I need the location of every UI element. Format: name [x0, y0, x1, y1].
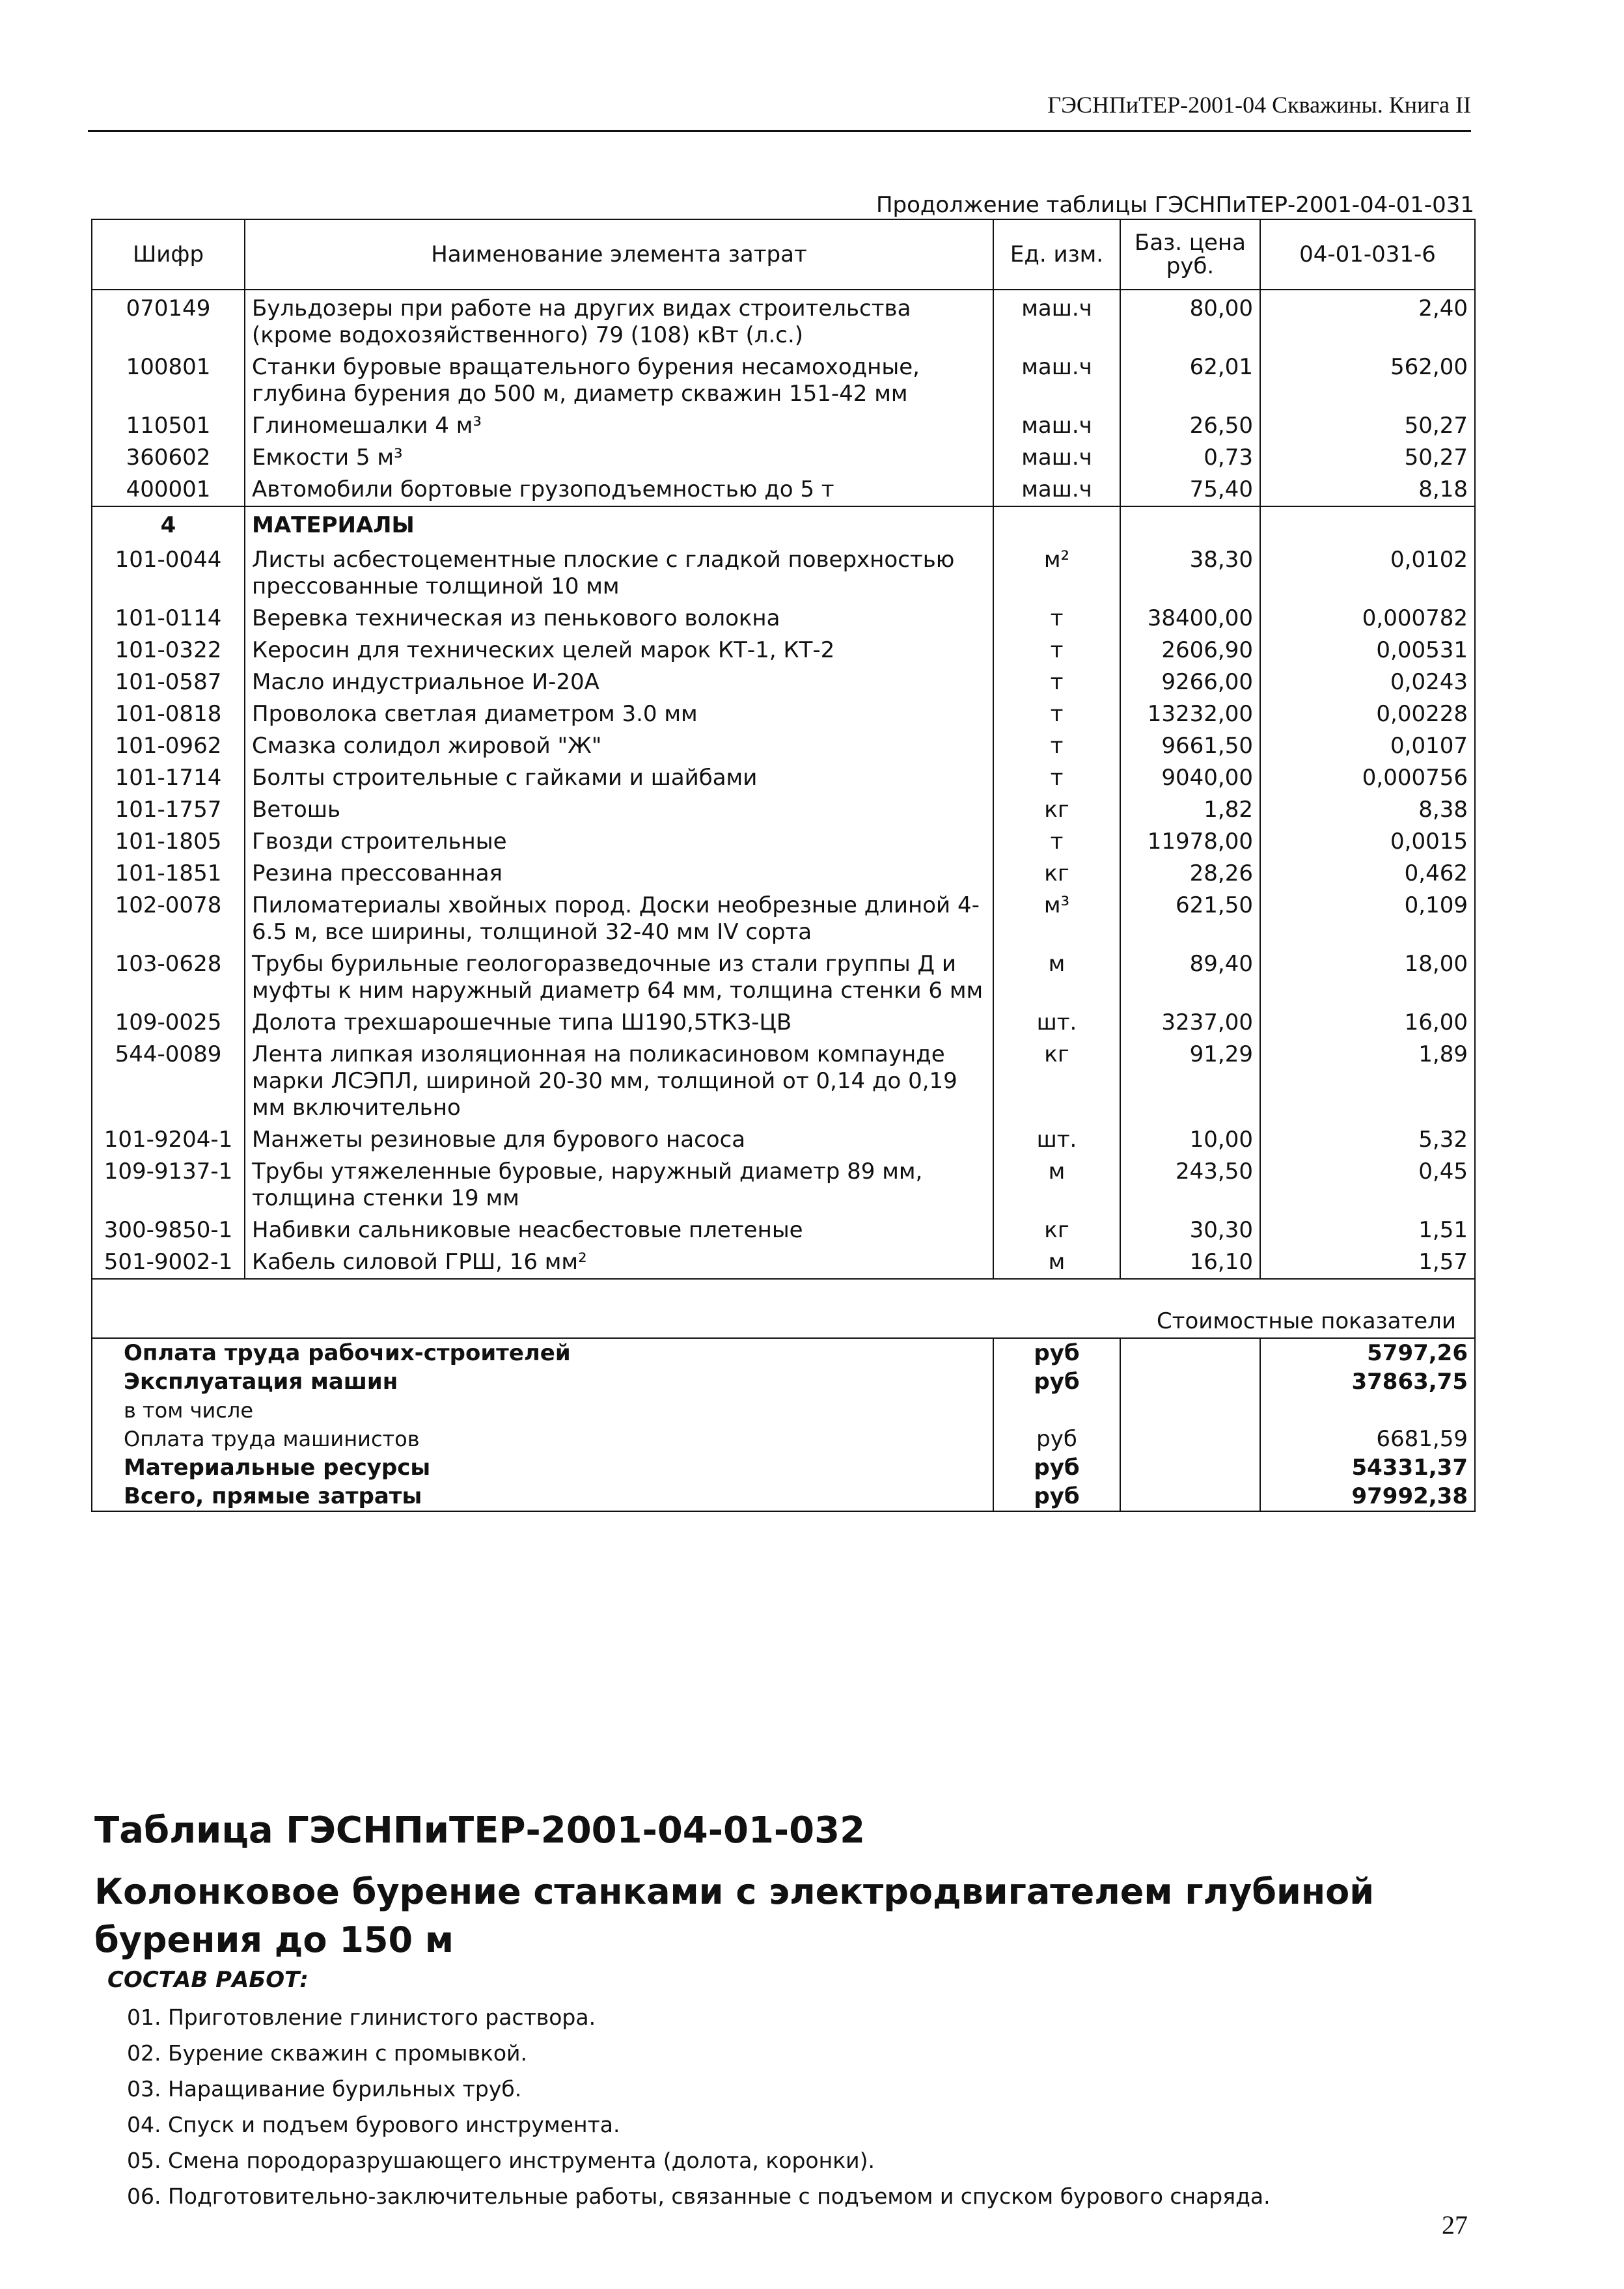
running-header: ГЭСНПиТЕР-2001-04 Скважины. Книга II [1047, 92, 1471, 118]
resource-unit: т [993, 698, 1120, 730]
resource-quantity: 8,38 [1260, 794, 1475, 826]
summary-unit: руб [993, 1482, 1120, 1511]
resource-quantity: 0,00531 [1260, 635, 1475, 666]
resource-name: Трубы бурильные геологоразведочные из стали группы Д и муфты к ним наружный диаметр 64 мм, толщина стенки 6 мм [245, 948, 993, 1007]
table-row [92, 635, 1475, 666]
empty-cell [1120, 1482, 1260, 1511]
resource-price: 75,40 [1120, 474, 1260, 506]
summary-label: Всего, прямые затраты [92, 1482, 993, 1511]
col-header-norm: 04-01-031-6 [1260, 219, 1475, 290]
resource-code: 501-9002-1 [92, 1246, 245, 1279]
resource-code: 300-9850-1 [92, 1214, 245, 1246]
resource-name: Веревка техническая из пенькового волокна [245, 603, 993, 635]
resource-price: 243,50 [1120, 1156, 1260, 1214]
table-row [92, 890, 1475, 948]
resource-unit: кг [993, 794, 1120, 826]
resource-unit: м [993, 948, 1120, 1007]
resource-name: Масло индустриальное И-20А [245, 666, 993, 698]
resource-name: Трубы утяжеленные буровые, наружный диаметр 89 мм, толщина стенки 19 мм [245, 1156, 993, 1214]
resource-quantity: 18,00 [1260, 948, 1475, 1007]
col-header-code: Шифр [92, 219, 245, 290]
resource-name: Бульдозеры при работе на других видах строительства (кроме водохозяйственного) 79 (108) кВт (л.с.) [245, 290, 993, 351]
resource-price: 3237,00 [1120, 1007, 1260, 1039]
group-row [92, 506, 1475, 541]
resource-quantity: 5,32 [1260, 1124, 1475, 1156]
resource-name: Листы асбестоцементные плоские с гладкой поверхностью прессованные толщиной 10 мм [245, 541, 993, 603]
table-continuation-caption: Продолжение таблицы ГЭСНПиТЕР-2001-04-01-031 [875, 192, 1474, 218]
table-row [92, 1007, 1475, 1039]
summary-value: 37863,75 [1260, 1367, 1475, 1396]
table-row [92, 442, 1475, 474]
summary-unit: руб [993, 1367, 1120, 1396]
resource-name: Проволока светлая диаметром 3.0 мм [245, 698, 993, 730]
materials-section [92, 506, 1475, 1279]
resource-price: 80,00 [1120, 290, 1260, 351]
resource-name: Глиномешалки 4 м³ [245, 410, 993, 442]
summary-row [92, 1482, 1475, 1511]
table-row [92, 1214, 1475, 1246]
table-row [92, 1156, 1475, 1214]
table-row [92, 730, 1475, 762]
work-item: 05. Смена породоразрушающего инструмента (долота, коронки). [127, 2148, 875, 2173]
table-row [92, 858, 1475, 890]
table-row [92, 290, 1475, 351]
resource-name: Керосин для технических целей марок КТ-1, КТ-2 [245, 635, 993, 666]
summary-caption: Стоимостные показатели [92, 1279, 1475, 1338]
group-name: МАТЕРИАЛЫ [245, 506, 993, 541]
resource-code: 109-0025 [92, 1007, 245, 1039]
empty-cell [993, 506, 1120, 541]
table-row [92, 1124, 1475, 1156]
col-header-name: Наименование элемента затрат [245, 219, 993, 290]
resource-code: 101-0114 [92, 603, 245, 635]
next-table-title: Колонковое бурение станками с электродвигателем глубиной бурения до 150 м [94, 1871, 1375, 1960]
resource-price: 28,26 [1120, 858, 1260, 890]
resource-unit: м [993, 1156, 1120, 1214]
summary-row [92, 1425, 1475, 1453]
resource-price: 89,40 [1120, 948, 1260, 1007]
resource-price: 30,30 [1120, 1214, 1260, 1246]
empty-cell [1120, 1453, 1260, 1482]
summary-unit [993, 1396, 1120, 1425]
resource-quantity: 0,000756 [1260, 762, 1475, 794]
works-title: СОСТАВ РАБОТ: [107, 1967, 309, 1993]
resource-unit: т [993, 666, 1120, 698]
summary-row [92, 1367, 1475, 1396]
table-row [92, 826, 1475, 858]
resource-unit: м² [993, 541, 1120, 603]
resource-unit: шт. [993, 1007, 1120, 1039]
resource-quantity: 0,0243 [1260, 666, 1475, 698]
empty-cell [1120, 1425, 1260, 1453]
resource-name: Гвозди строительные [245, 826, 993, 858]
summary-row [92, 1338, 1475, 1367]
work-item: 06. Подготовительно-заключительные работы, связанные с подъемом и спуском бурового снаряда. [127, 2184, 1271, 2209]
resource-price: 2606,90 [1120, 635, 1260, 666]
resource-code: 101-9204-1 [92, 1124, 245, 1156]
resource-price: 38,30 [1120, 541, 1260, 603]
resource-code: 103-0628 [92, 948, 245, 1007]
resource-code: 102-0078 [92, 890, 245, 948]
resource-unit: т [993, 730, 1120, 762]
table-row [92, 603, 1475, 635]
resource-quantity: 0,000782 [1260, 603, 1475, 635]
resource-unit: маш.ч [993, 442, 1120, 474]
table-row [92, 794, 1475, 826]
table-row [92, 1246, 1475, 1279]
resource-name: Манжеты резиновые для бурового насоса [245, 1124, 993, 1156]
resource-code: 101-0818 [92, 698, 245, 730]
summary-label: в том числе [92, 1396, 993, 1425]
resource-name: Резина прессованная [245, 858, 993, 890]
next-table-heading: Таблица ГЭСНПиТЕР-2001-04-01-032 [94, 1809, 866, 1852]
resource-code: 110501 [92, 410, 245, 442]
resource-unit: т [993, 762, 1120, 794]
resource-unit: кг [993, 1214, 1120, 1246]
summary-label: Эксплуатация машин [92, 1367, 993, 1396]
page-number: 27 [1442, 2210, 1468, 2240]
resource-quantity: 0,00228 [1260, 698, 1475, 730]
table-row [92, 474, 1475, 506]
summary-unit: руб [993, 1425, 1120, 1453]
work-item: 03. Наращивание бурильных труб. [127, 2076, 522, 2102]
resource-unit: кг [993, 858, 1120, 890]
table-row [92, 762, 1475, 794]
resource-unit: т [993, 635, 1120, 666]
resource-name: Набивки сальниковые неасбестовые плетеные [245, 1214, 993, 1246]
resource-quantity: 0,109 [1260, 890, 1475, 948]
table-row [92, 666, 1475, 698]
resource-price: 91,29 [1120, 1039, 1260, 1124]
resource-name: Ветошь [245, 794, 993, 826]
work-item: 04. Спуск и подъем бурового инструмента. [127, 2112, 620, 2137]
resource-quantity: 0,462 [1260, 858, 1475, 890]
resource-quantity: 562,00 [1260, 351, 1475, 410]
table-row [92, 698, 1475, 730]
resource-code: 070149 [92, 290, 245, 351]
resource-code: 360602 [92, 442, 245, 474]
empty-cell [1120, 1367, 1260, 1396]
resource-code: 101-1851 [92, 858, 245, 890]
resource-name: Станки буровые вращательного бурения несамоходные, глубина бурения до 500 м, диаметр скважин 151-42 мм [245, 351, 993, 410]
resource-unit: шт. [993, 1124, 1120, 1156]
resource-price: 0,73 [1120, 442, 1260, 474]
summary-section [92, 1279, 1475, 1511]
resource-code: 400001 [92, 474, 245, 506]
resource-quantity: 0,0102 [1260, 541, 1475, 603]
summary-row [92, 1453, 1475, 1482]
resource-code: 101-1805 [92, 826, 245, 858]
header-rule [88, 130, 1471, 132]
resource-price: 10,00 [1120, 1124, 1260, 1156]
group-number: 4 [92, 506, 245, 541]
resource-price: 621,50 [1120, 890, 1260, 948]
resource-name: Болты строительные с гайками и шайбами [245, 762, 993, 794]
resource-name: Лента липкая изоляционная на поликасиновом компаунде марки ЛСЭПЛ, шириной 20-30 мм, толщиной от 0,14 до 0,19 мм включительно [245, 1039, 993, 1124]
resource-quantity: 8,18 [1260, 474, 1475, 506]
summary-value: 54331,37 [1260, 1453, 1475, 1482]
table-row [92, 351, 1475, 410]
resource-code: 100801 [92, 351, 245, 410]
resource-name: Емкости 5 м³ [245, 442, 993, 474]
work-item: 02. Бурение скважин с промывкой. [127, 2040, 527, 2066]
summary-value: 6681,59 [1260, 1425, 1475, 1453]
resource-code: 101-1714 [92, 762, 245, 794]
resource-code: 101-0962 [92, 730, 245, 762]
resource-code: 101-0322 [92, 635, 245, 666]
resource-price: 1,82 [1120, 794, 1260, 826]
resource-quantity: 1,51 [1260, 1214, 1475, 1246]
resource-quantity: 2,40 [1260, 290, 1475, 351]
summary-value [1260, 1396, 1475, 1425]
resource-unit: маш.ч [993, 410, 1120, 442]
table-row [92, 410, 1475, 442]
resource-price: 9266,00 [1120, 666, 1260, 698]
summary-label: Оплата труда рабочих-строителей [92, 1338, 993, 1367]
empty-cell [1120, 1396, 1260, 1425]
resource-name: Смазка солидол жировой "Ж" [245, 730, 993, 762]
resource-price: 9040,00 [1120, 762, 1260, 794]
works-list [127, 2005, 1271, 2219]
col-header-unit: Ед. изм. [993, 219, 1120, 290]
resource-quantity: 0,45 [1260, 1156, 1475, 1214]
resource-unit: м [993, 1246, 1120, 1279]
resource-price: 11978,00 [1120, 826, 1260, 858]
table-row [92, 1039, 1475, 1124]
summary-caption-row [92, 1279, 1475, 1338]
resource-name: Долота трехшарошечные типа Ш190,5ТКЗ-ЦВ [245, 1007, 993, 1039]
resource-quantity: 0,0107 [1260, 730, 1475, 762]
empty-cell [1120, 1338, 1260, 1367]
empty-cell [1120, 506, 1260, 541]
summary-label: Материальные ресурсы [92, 1453, 993, 1482]
resource-code: 101-1757 [92, 794, 245, 826]
col-header-price: Баз. цена руб. [1120, 219, 1260, 290]
resource-unit: т [993, 826, 1120, 858]
resource-price: 13232,00 [1120, 698, 1260, 730]
table-row [92, 541, 1475, 603]
resource-quantity: 16,00 [1260, 1007, 1475, 1039]
table-header-row [92, 219, 1475, 290]
summary-unit: руб [993, 1453, 1120, 1482]
resource-quantity: 1,57 [1260, 1246, 1475, 1279]
resource-quantity: 0,0015 [1260, 826, 1475, 858]
resource-code: 101-0587 [92, 666, 245, 698]
resource-unit: маш.ч [993, 290, 1120, 351]
summary-unit: руб [993, 1338, 1120, 1367]
resource-name: Кабель силовой ГРШ, 16 мм² [245, 1246, 993, 1279]
summary-row [92, 1396, 1475, 1425]
resource-price: 26,50 [1120, 410, 1260, 442]
empty-cell [1260, 506, 1475, 541]
resource-code: 101-0044 [92, 541, 245, 603]
resource-unit: маш.ч [993, 351, 1120, 410]
resource-code: 544-0089 [92, 1039, 245, 1124]
summary-value: 5797,26 [1260, 1338, 1475, 1367]
resource-unit: т [993, 603, 1120, 635]
resource-unit: м³ [993, 890, 1120, 948]
resource-unit: кг [993, 1039, 1120, 1124]
resource-table [91, 219, 1476, 1512]
resource-price: 9661,50 [1120, 730, 1260, 762]
resource-code: 109-9137-1 [92, 1156, 245, 1214]
table-row [92, 948, 1475, 1007]
resource-quantity: 50,27 [1260, 410, 1475, 442]
summary-value: 97992,38 [1260, 1482, 1475, 1511]
resource-quantity: 50,27 [1260, 442, 1475, 474]
resource-price: 62,01 [1120, 351, 1260, 410]
resource-unit: маш.ч [993, 474, 1120, 506]
resource-price: 38400,00 [1120, 603, 1260, 635]
resource-price: 16,10 [1120, 1246, 1260, 1279]
resource-name: Пиломатериалы хвойных пород. Доски необрезные длиной 4-6.5 м, все ширины, толщиной 32-40 мм IV сорта [245, 890, 993, 948]
resource-quantity: 1,89 [1260, 1039, 1475, 1124]
summary-label: Оплата труда машинистов [92, 1425, 993, 1453]
work-item: 01. Приготовление глинистого раствора. [127, 2005, 596, 2030]
resource-name: Автомобили бортовые грузоподъемностью до 5 т [245, 474, 993, 506]
machines-section [92, 290, 1475, 506]
